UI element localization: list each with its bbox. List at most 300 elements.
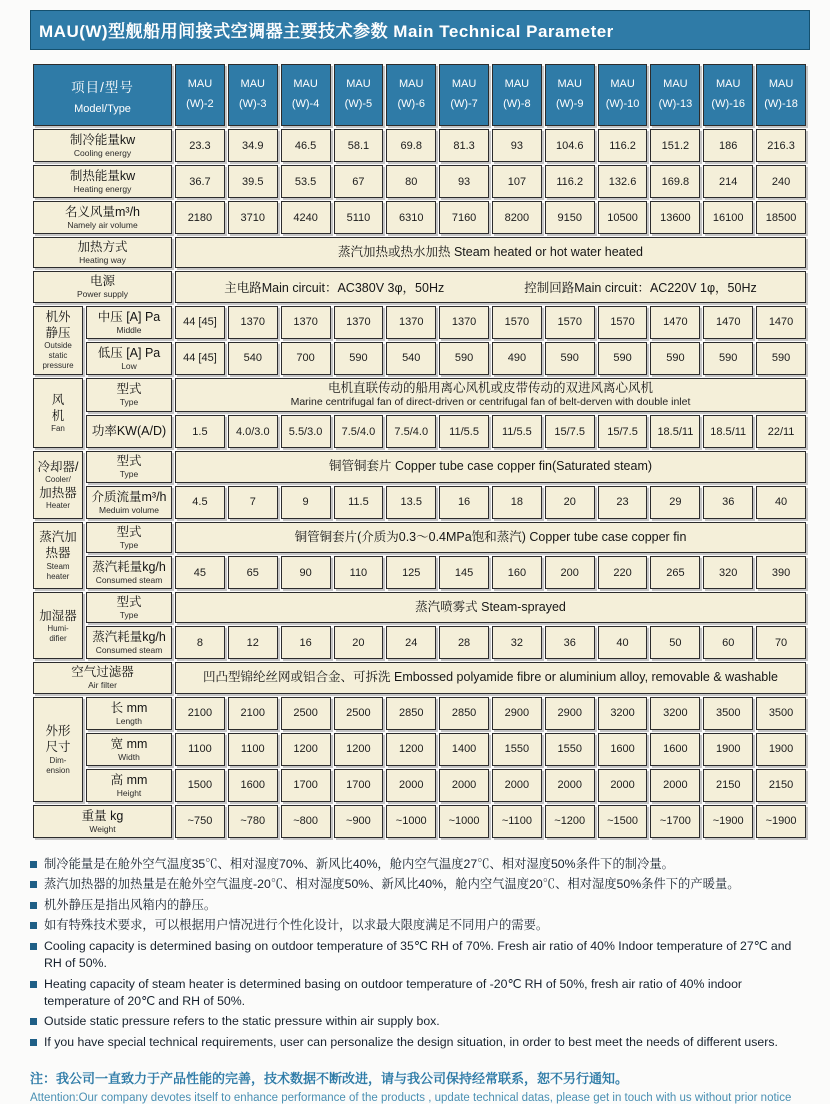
group-label-cooler-heater	[33, 451, 83, 518]
header-row	[33, 64, 806, 126]
row-label-zh: 高 mm	[110, 772, 148, 787]
cell-length: 2900	[545, 697, 595, 730]
main-table	[30, 61, 809, 841]
note-bullet-icon	[30, 902, 37, 909]
column-header	[228, 64, 278, 126]
group-label-line: 热器	[45, 546, 71, 561]
cell-middle: 44 [45]	[175, 306, 225, 339]
cell-middle: 1370	[228, 306, 278, 339]
table-row-length	[33, 697, 806, 730]
table-row-consumed-steam	[33, 556, 806, 589]
cell-fan-power: 15/7.5	[598, 415, 648, 448]
cell-width: 1200	[334, 733, 384, 766]
cell-heating-energy: 36.7	[175, 165, 225, 198]
row-label-low	[86, 342, 172, 375]
cell-humidifier-consumed-steam: 8	[175, 626, 225, 659]
table-row-medium-volume	[33, 486, 806, 519]
table-row-weight	[33, 805, 806, 838]
cell-height: 1600	[228, 769, 278, 802]
group-label-line: Heater	[45, 501, 70, 511]
span-text: 铜管铜套片(介质为0.3～0.4MPa饱和蒸汽) Copper tube case copper fin	[294, 529, 687, 544]
column-header	[439, 64, 489, 126]
attention-note-en: Attention:Our company devotes itself to enhance performance of the products , update technical datas, please get in touch with us without prior notice	[30, 1092, 792, 1104]
span-text: Marine centrifugal fan of direct-driven or centrifugal fan of belt-derven with double inlet	[290, 396, 691, 409]
note-item	[30, 897, 810, 914]
row-label-en: Type	[119, 397, 139, 408]
column-header-line1: MAU	[399, 78, 424, 91]
cell-medium-volume: 13.5	[386, 486, 436, 519]
cell-middle: 1470	[650, 306, 700, 339]
cell-humidifier-consumed-steam: 70	[756, 626, 806, 659]
model-type-header-en: Model/Type	[74, 102, 131, 115]
cell-weight: ~900	[334, 805, 384, 838]
column-header-line2: (W)-2	[186, 98, 214, 110]
cell-consumed-steam: 90	[281, 556, 331, 589]
cell-fan-power: 18.5/11	[650, 415, 700, 448]
row-label-en: Type	[119, 469, 139, 480]
cell-width: 1600	[650, 733, 700, 766]
note-text: If you have special technical requirements, user can personalize the design situation, in order to best meet the needs of different users.	[44, 1034, 778, 1049]
cell-medium-volume: 16	[439, 486, 489, 519]
group-label-line: 外形	[45, 724, 71, 739]
cell-weight: ~1000	[439, 805, 489, 838]
cell-width: 1100	[175, 733, 225, 766]
cell-length: 2500	[281, 697, 331, 730]
group-label-line: ension	[46, 765, 70, 775]
span-cell-steam-heater-type	[175, 522, 806, 553]
row-label-zh: 低压 [A] Pa	[97, 345, 161, 360]
note-text: 机外静压是指出风箱内的静压。	[44, 897, 217, 912]
cell-air-volume: 4240	[281, 201, 331, 234]
row-label-zh: 型式	[116, 524, 142, 539]
column-header	[281, 64, 331, 126]
column-header	[334, 64, 384, 126]
group-label-line: Humi-	[47, 623, 69, 633]
row-label-en: Namely air volume	[67, 219, 138, 230]
row-label-medium-volume	[86, 486, 172, 519]
row-label-en: Heating energy	[73, 183, 132, 194]
column-header-line1: MAU	[187, 78, 213, 91]
cell-cooling-energy: 34.9	[228, 129, 278, 162]
column-header-line2: (W)-7	[450, 98, 478, 110]
cell-low: 590	[545, 342, 595, 375]
note-text: 制冷能量是在舱外空气温度35℃、相对湿度70%、新风比40%，舱内空气温度27℃、相对湿度50%条件下的制冷量。	[44, 856, 674, 871]
table-row-power-supply	[33, 271, 806, 302]
cell-length: 2100	[228, 697, 278, 730]
span-text: 控制回路Main circuit：AC220V 1φ，50Hz	[524, 281, 757, 296]
note-item	[30, 876, 810, 893]
note-text: Cooling capacity is determined basing on outdoor temperature of 35℃ RH of 70%. Fresh air ratio of 40% Indoor temperature of 27℃ and RH of 50%.	[44, 938, 792, 971]
note-bullet-icon	[30, 981, 37, 988]
span-text: 凹凸型锦纶丝网或铝合金、可拆洗 Embossed polyamide fibre or aluminium alloy, removable & washable	[203, 670, 778, 685]
group-label-line: difier	[49, 633, 67, 643]
cell-cooling-energy: 216.3	[756, 129, 806, 162]
span-cell-fan-type	[175, 378, 806, 413]
notes-list	[30, 856, 810, 1052]
cell-medium-volume: 9	[281, 486, 331, 519]
cell-width: 1550	[545, 733, 595, 766]
column-header-line2: (W)-9	[555, 98, 584, 110]
cell-cooling-energy: 58.1	[334, 129, 384, 162]
column-header-line2: (W)-16	[711, 98, 746, 110]
cell-fan-power: 1.5	[175, 415, 225, 448]
span-text: 电机直联传动的船用离心风机或皮带传动的双进风离心风机	[328, 380, 654, 395]
cell-low: 590	[334, 342, 384, 375]
cell-cooling-energy: 116.2	[598, 129, 648, 162]
column-header-line2: (W)-18	[764, 98, 798, 110]
span-text: 蒸汽加热或热水加热 Steam heated or hot water heated	[338, 244, 643, 259]
span-cell-power-supply	[175, 271, 806, 302]
cell-medium-volume: 11.5	[334, 486, 384, 519]
row-label-zh: 型式	[116, 454, 142, 469]
cell-consumed-steam: 160	[492, 556, 542, 589]
cell-consumed-steam: 200	[545, 556, 595, 589]
row-label-en: Type	[119, 610, 139, 621]
cell-low: 590	[650, 342, 700, 375]
cell-heating-energy: 67	[334, 165, 384, 198]
note-bullet-icon	[30, 922, 37, 929]
cell-weight: ~780	[228, 805, 278, 838]
cell-low: 590	[439, 342, 489, 375]
cell-humidifier-consumed-steam: 24	[386, 626, 436, 659]
cell-height: 2000	[545, 769, 595, 802]
note-item	[30, 976, 810, 1011]
row-label-steam-heater-type	[86, 522, 172, 553]
row-label-height	[86, 769, 172, 802]
cell-heating-energy: 53.5	[281, 165, 331, 198]
group-label-line: heater	[46, 571, 70, 581]
row-label-weight	[33, 805, 172, 838]
cell-length: 2100	[175, 697, 225, 730]
group-label-line: Cooler/	[45, 475, 71, 485]
table-row-width	[33, 733, 806, 766]
cell-air-volume: 3710	[228, 201, 278, 234]
cell-width: 1200	[386, 733, 436, 766]
note-bullet-icon	[30, 1018, 37, 1025]
column-header-line1: MAU	[610, 78, 635, 91]
group-label-line: 静压	[45, 326, 71, 341]
cell-fan-power: 5.5/3.0	[281, 415, 331, 448]
cell-fan-power: 7.5/4.0	[334, 415, 384, 448]
span-text: 蒸汽喷雾式 Steam-sprayed	[415, 599, 566, 614]
cell-middle: 1370	[386, 306, 436, 339]
column-header-line1: MAU	[663, 78, 688, 91]
row-label-zh: 型式	[116, 595, 142, 610]
cell-width: 1900	[703, 733, 753, 766]
column-header-line2: (W)-5	[344, 98, 373, 110]
row-label-zh: 蒸汽耗量kg/h	[92, 630, 166, 645]
column-header	[650, 64, 700, 126]
note-text: Outside static pressure refers to the static pressure within air supply box.	[44, 1014, 440, 1029]
cell-fan-power: 18.5/11	[703, 415, 753, 448]
cell-weight: ~800	[281, 805, 331, 838]
cell-height: 2000	[598, 769, 648, 802]
group-label-line: Outside	[44, 341, 72, 351]
model-type-header	[33, 64, 172, 126]
span-text: 铜管铜套片 Copper tube case copper fin(Saturated steam)	[328, 459, 653, 474]
cell-humidifier-consumed-steam: 12	[228, 626, 278, 659]
cell-weight: ~750	[175, 805, 225, 838]
cell-heating-energy: 39.5	[228, 165, 278, 198]
column-header	[492, 64, 542, 126]
cell-consumed-steam: 65	[228, 556, 278, 589]
cell-height: 1700	[281, 769, 331, 802]
row-label-en: Height	[116, 787, 142, 798]
row-label-en: Cooling energy	[73, 147, 132, 158]
row-label-zh: 介质流量m³/h	[91, 489, 167, 504]
row-label-en: Meduim volume	[99, 504, 159, 515]
cell-humidifier-consumed-steam: 40	[598, 626, 648, 659]
note-item	[30, 938, 810, 973]
cell-middle: 1370	[281, 306, 331, 339]
cell-consumed-steam: 390	[756, 556, 806, 589]
cell-middle: 1470	[703, 306, 753, 339]
cell-fan-power: 11/5.5	[439, 415, 489, 448]
table-row-cooler-type	[33, 451, 806, 482]
group-label-line: Steam	[46, 561, 70, 571]
cell-weight: ~1900	[703, 805, 753, 838]
cell-length: 2850	[439, 697, 489, 730]
cell-medium-volume: 4.5	[175, 486, 225, 519]
row-label-zh: 重量 kg	[81, 808, 124, 823]
row-label-power-supply	[33, 271, 172, 302]
cell-heating-energy: 93	[439, 165, 489, 198]
cell-cooling-energy: 23.3	[175, 129, 225, 162]
cell-height: 2000	[650, 769, 700, 802]
cell-middle: 1570	[492, 306, 542, 339]
cell-consumed-steam: 220	[598, 556, 648, 589]
table-row-steam-heater-type	[33, 522, 806, 553]
row-label-en: Consumed steam	[95, 645, 163, 656]
row-label-en: Heating way	[79, 255, 126, 265]
note-item	[30, 1034, 810, 1051]
column-header-line1: MAU	[451, 78, 477, 91]
group-label-line: 尺寸	[45, 740, 71, 755]
row-label-width	[86, 733, 172, 766]
cell-width: 1200	[281, 733, 331, 766]
row-label-heating-way	[33, 237, 172, 268]
cell-medium-volume: 40	[756, 486, 806, 519]
row-label-air-volume	[33, 201, 172, 234]
row-label-zh: 长 mm	[110, 700, 148, 715]
cell-cooling-energy: 104.6	[545, 129, 595, 162]
row-label-cooler-type	[86, 451, 172, 482]
note-text: 蒸汽加热器的加热量是在舱外空气温度-20℃、相对湿度50%、新风比40%，舱内空气温度20℃、相对湿度50%条件下的产暖量。	[44, 877, 740, 892]
row-label-zh: 中压 [A] Pa	[97, 309, 161, 324]
cell-heating-energy: 240	[756, 165, 806, 198]
table-row-low	[33, 342, 806, 375]
group-label-line: Dim-	[49, 755, 67, 765]
cell-length: 3500	[756, 697, 806, 730]
row-label-en: Width	[118, 751, 140, 762]
cell-heating-energy: 107	[492, 165, 542, 198]
column-header	[175, 64, 225, 126]
row-label-zh: 功率KW(A/D)	[91, 424, 167, 439]
cell-height: 2150	[703, 769, 753, 802]
span-cell-air-filter	[175, 662, 806, 693]
cell-weight: ~1900	[756, 805, 806, 838]
table-row-air-filter	[33, 662, 806, 693]
column-header-line2: (W)-6	[397, 98, 425, 110]
cell-weight: ~1100	[492, 805, 542, 838]
note-item	[30, 856, 810, 873]
table-row-cooling-energy	[33, 129, 806, 162]
group-label-line: Fan	[51, 424, 65, 434]
column-header-line2: (W)-8	[503, 98, 531, 110]
column-header-line1: MAU	[715, 78, 741, 91]
note-bullet-icon	[30, 943, 37, 950]
cell-height: 1700	[334, 769, 384, 802]
note-item	[30, 1013, 810, 1030]
row-label-en: Weight	[89, 823, 116, 834]
row-label-zh: 型式	[116, 382, 142, 397]
row-label-humidifier-consumed-steam	[86, 626, 172, 659]
cell-air-volume: 10500	[598, 201, 648, 234]
cell-heating-energy: 116.2	[545, 165, 595, 198]
group-label-line: static	[48, 351, 68, 361]
note-text: Heating capacity of steam heater is determined basing on outdoor temperature of -20℃ RH of 50%, fresh air ratio of 40% indoor temperature of 20℃ and RH of 50%.	[44, 976, 743, 1008]
group-label-humidifier	[33, 592, 83, 659]
cell-width: 1600	[598, 733, 648, 766]
cell-humidifier-consumed-steam: 28	[439, 626, 489, 659]
row-label-zh: 蒸汽耗量kg/h	[92, 559, 166, 574]
span-cell-humidifier-type	[175, 592, 806, 623]
group-label-line: 蒸汽加	[39, 530, 77, 545]
row-label-en: Air filter	[88, 680, 117, 691]
table-row-height	[33, 769, 806, 802]
group-label-line: 机外	[45, 309, 71, 324]
model-type-header-zh: 项目/型号	[71, 79, 134, 95]
table-row-air-volume	[33, 201, 806, 234]
cell-middle: 1370	[439, 306, 489, 339]
table-row-humidifier-consumed-steam	[33, 626, 806, 659]
group-label-line: 加热器	[39, 486, 77, 501]
cell-middle: 1370	[334, 306, 384, 339]
row-label-zh: 加热方式	[77, 240, 128, 254]
row-label-zh: 宽 mm	[110, 736, 148, 751]
row-label-length	[86, 697, 172, 730]
cell-air-volume: 9150	[545, 201, 595, 234]
row-label-consumed-steam	[86, 556, 172, 589]
group-label-line: pressure	[42, 361, 74, 371]
cell-low: 700	[281, 342, 331, 375]
cell-middle: 1570	[598, 306, 648, 339]
row-label-en: Length	[116, 715, 142, 726]
row-label-air-filter	[33, 662, 172, 693]
row-label-zh: 制热能量kw	[69, 168, 136, 183]
table-row-middle	[33, 306, 806, 339]
table-body	[33, 129, 806, 838]
column-header	[386, 64, 436, 126]
cell-width: 1400	[439, 733, 489, 766]
cell-air-volume: 7160	[439, 201, 489, 234]
note-bullet-icon	[30, 861, 37, 868]
span-cell-cooler-type	[175, 451, 806, 482]
page-title: MAU(W)型舰船用间接式空调器主要技术参数 Main Technical Parameter	[30, 10, 810, 50]
cell-low: 540	[386, 342, 436, 375]
group-label-line: 加湿器	[39, 608, 77, 623]
cell-heating-energy: 169.8	[650, 165, 700, 198]
cell-middle: 1570	[545, 306, 595, 339]
row-label-zh: 电源	[90, 274, 116, 289]
group-label-line: 风	[51, 392, 65, 407]
cell-low: 44 [45]	[175, 342, 225, 375]
cell-weight: ~1200	[545, 805, 595, 838]
column-header	[756, 64, 806, 126]
note-bullet-icon	[30, 1039, 37, 1046]
row-label-en: Type	[119, 539, 139, 550]
cell-medium-volume: 23	[598, 486, 648, 519]
row-label-en: Low	[121, 360, 137, 371]
span-text: 主电路Main circuit：AC380V 3φ，50Hz	[224, 281, 445, 296]
cell-low: 540	[228, 342, 278, 375]
group-label-steam-heater	[33, 522, 83, 589]
row-label-zh: 空气过滤器	[71, 665, 134, 680]
cell-medium-volume: 36	[703, 486, 753, 519]
cell-fan-power: 22/11	[756, 415, 806, 448]
cell-fan-power: 7.5/4.0	[386, 415, 436, 448]
cell-weight: ~1000	[386, 805, 436, 838]
cell-consumed-steam: 45	[175, 556, 225, 589]
table-row-heating-energy	[33, 165, 806, 198]
cell-medium-volume: 7	[228, 486, 278, 519]
cell-air-volume: 2180	[175, 201, 225, 234]
cell-heating-energy: 80	[386, 165, 436, 198]
cell-height: 2000	[492, 769, 542, 802]
cell-cooling-energy: 186	[703, 129, 753, 162]
row-label-fan-power	[86, 415, 172, 448]
cell-fan-power: 11/5.5	[492, 415, 542, 448]
row-label-fan-type	[86, 378, 172, 413]
cell-cooling-energy: 151.2	[650, 129, 700, 162]
cell-cooling-energy: 46.5	[281, 129, 331, 162]
cell-height: 2000	[386, 769, 436, 802]
cell-humidifier-consumed-steam: 36	[545, 626, 595, 659]
column-header-line1: MAU	[240, 78, 265, 91]
row-label-heating-energy	[33, 165, 172, 198]
cell-air-volume: 13600	[650, 201, 700, 234]
group-label-line: 冷却器/	[37, 459, 79, 474]
row-label-zh: 制冷能量kw	[69, 132, 136, 147]
column-header	[598, 64, 648, 126]
cell-length: 3500	[703, 697, 753, 730]
row-label-en: Middle	[116, 324, 142, 335]
span-cell-heating-way	[175, 237, 806, 268]
cell-width: 1550	[492, 733, 542, 766]
cell-height: 2150	[756, 769, 806, 802]
group-label-fan	[33, 378, 83, 449]
row-label-cooling-energy	[33, 129, 172, 162]
cell-medium-volume: 18	[492, 486, 542, 519]
column-header-line2: (W)-10	[605, 98, 640, 110]
cell-consumed-steam: 145	[439, 556, 489, 589]
cell-length: 2900	[492, 697, 542, 730]
column-header-line2: (W)-3	[239, 98, 267, 110]
column-header-line1: MAU	[557, 78, 582, 91]
table-row-fan-type	[33, 378, 806, 413]
cell-consumed-steam: 320	[703, 556, 753, 589]
column-header-line1: MAU	[346, 78, 371, 91]
cell-low: 590	[756, 342, 806, 375]
column-header-line2: (W)-4	[291, 98, 320, 110]
cell-height: 1500	[175, 769, 225, 802]
attention-note-zh: 注：我公司一直致力于产品性能的完善，技术数据不断改进，请与我公司保持经常联系，恕不另行通知。	[30, 1071, 629, 1087]
column-header-line1: MAU	[504, 78, 530, 91]
group-label-line: 机	[51, 409, 65, 424]
cell-fan-power: 15/7.5	[545, 415, 595, 448]
cell-humidifier-consumed-steam: 20	[334, 626, 384, 659]
column-header	[703, 64, 753, 126]
